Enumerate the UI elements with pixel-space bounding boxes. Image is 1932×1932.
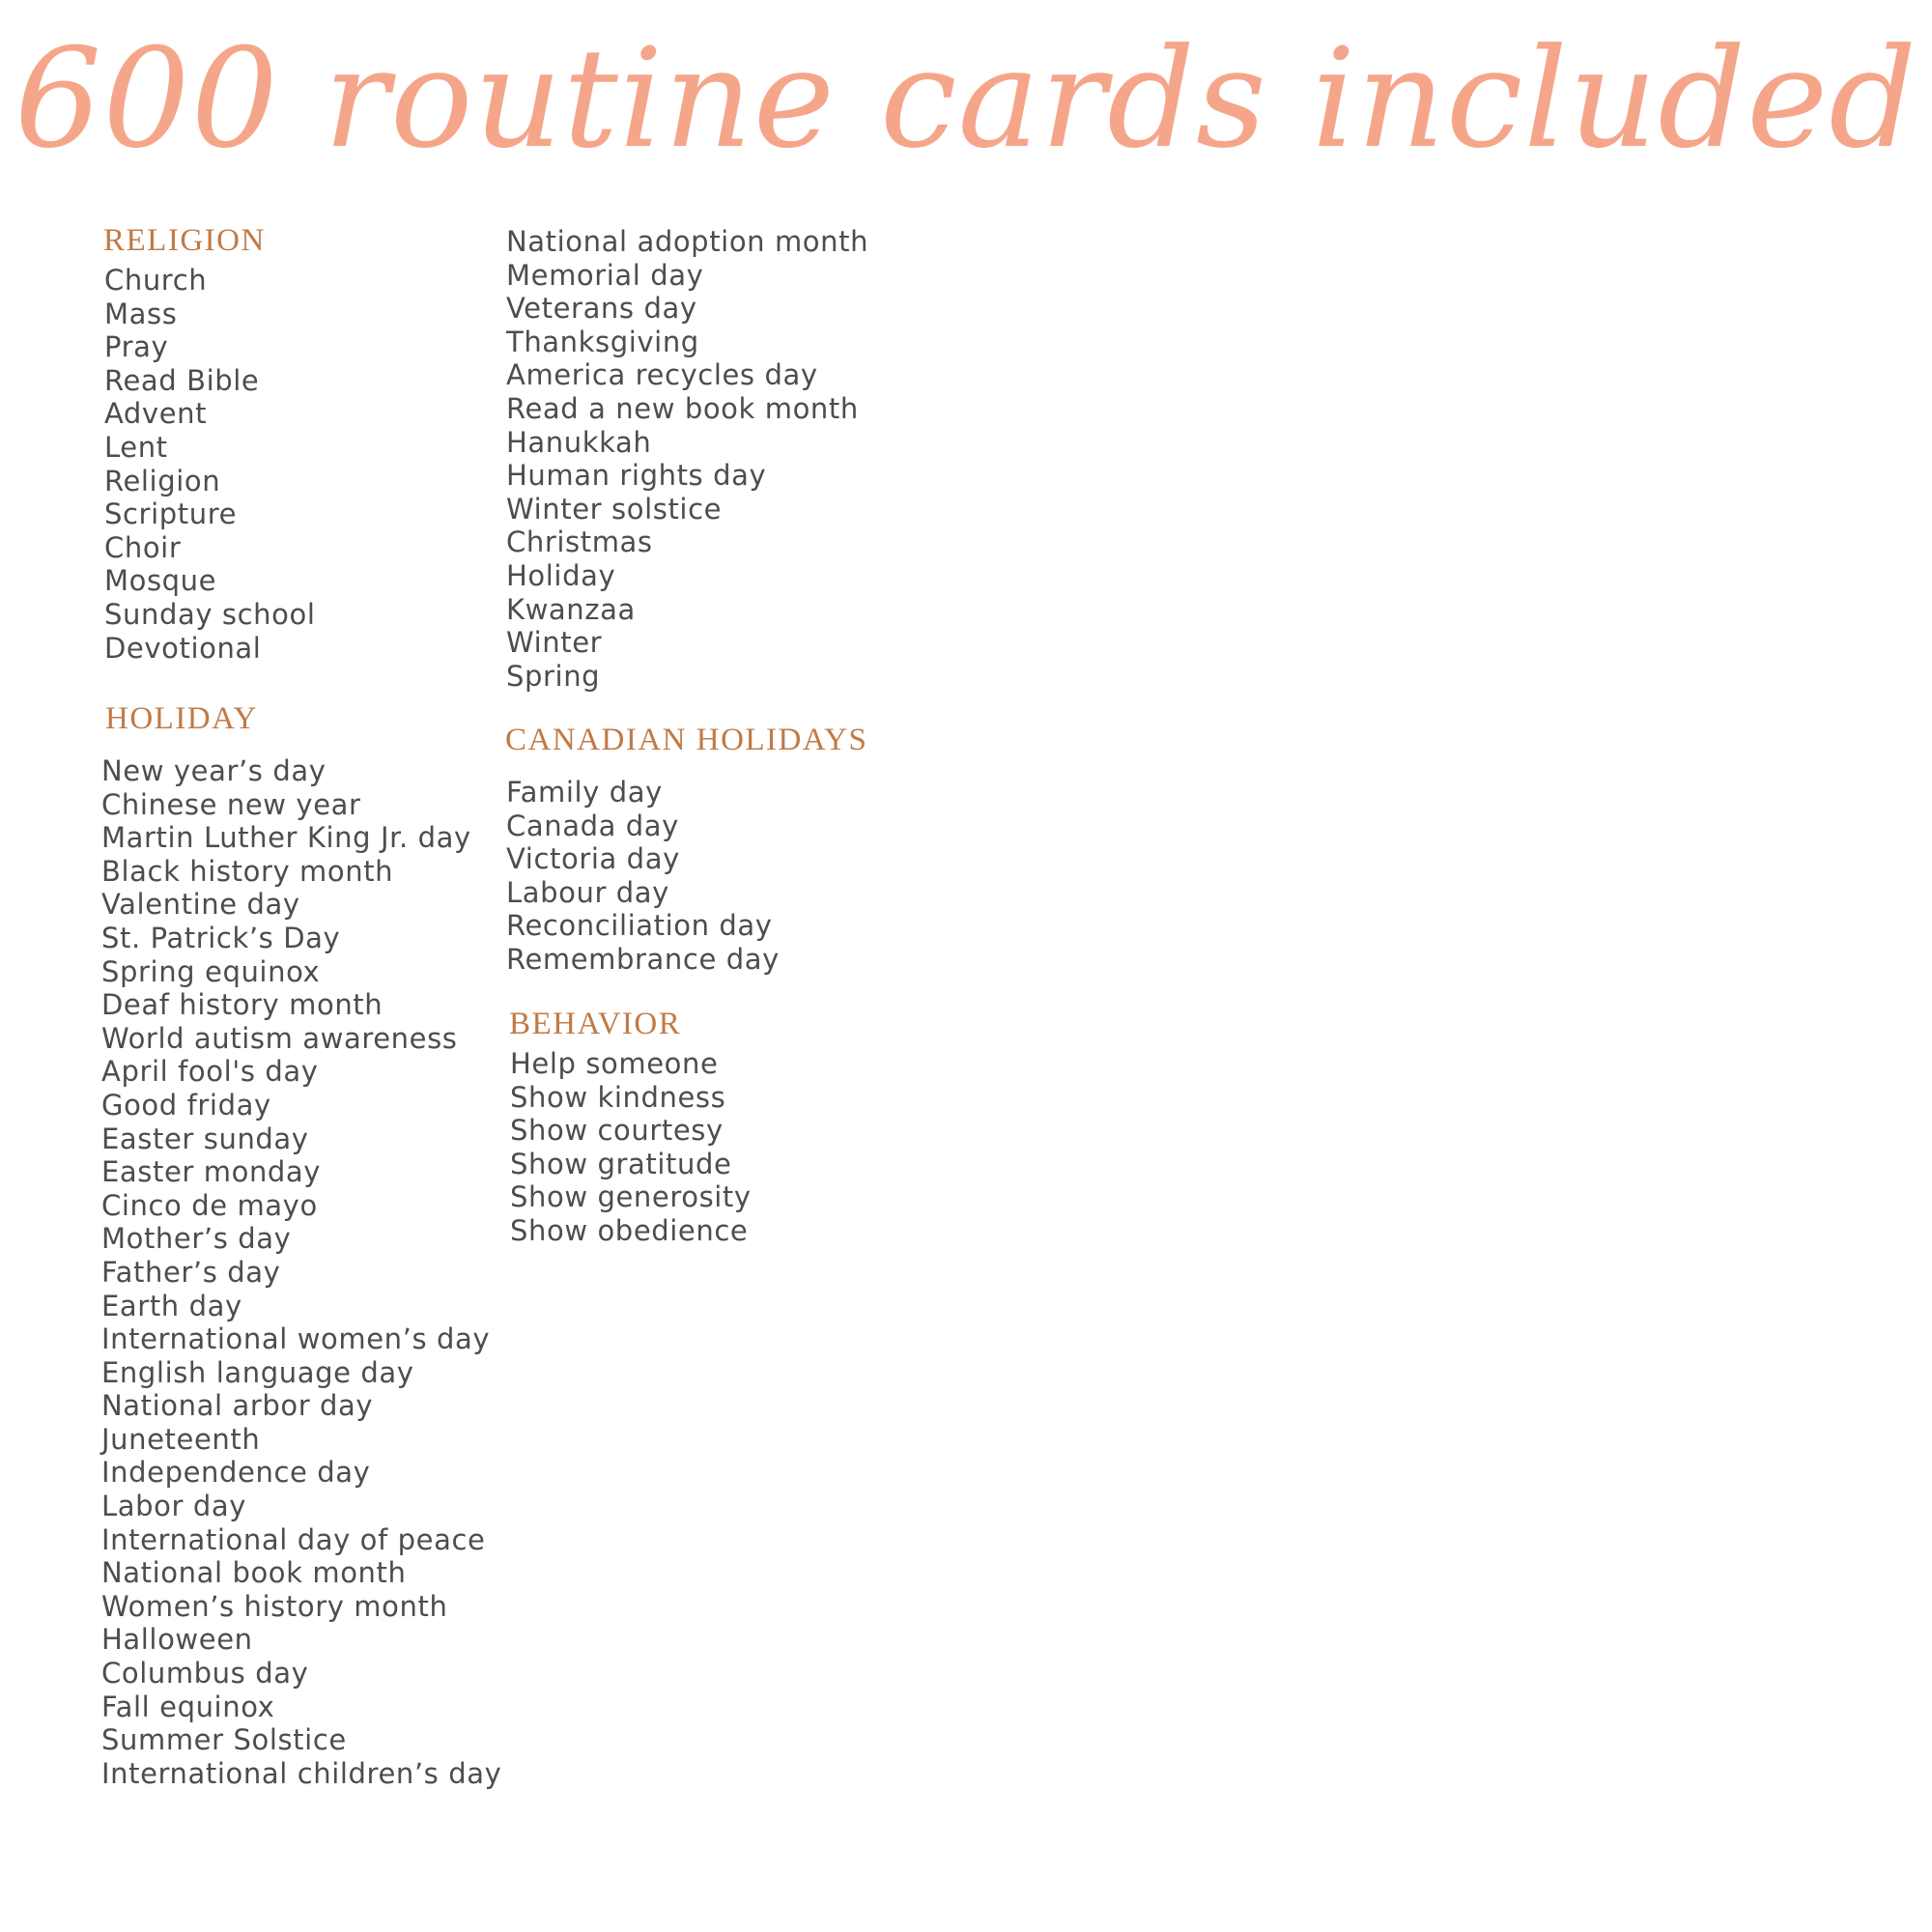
behavior-item: Show kindness <box>510 1080 726 1114</box>
holiday-item: St. Patrick’s Day <box>101 921 341 954</box>
holiday-item: National book month <box>101 1556 407 1590</box>
holiday-item: Independence day <box>101 1456 371 1490</box>
holiday-item: April fool's day <box>101 1055 319 1089</box>
behavior-item: Help someone <box>510 1047 719 1080</box>
holiday-item: Summer Solstice <box>101 1723 347 1757</box>
behavior-item: Show obedience <box>510 1213 749 1247</box>
behavior-heading: BEHAVIOR <box>509 1007 682 1041</box>
holiday-item: International children’s day <box>101 1756 502 1790</box>
holiday-item: Easter sunday <box>101 1122 309 1155</box>
canadian-holidays-section <box>505 721 867 977</box>
holiday-item: Thanksgiving <box>506 325 699 358</box>
canadian-holidays-heading: CANADIAN HOLIDAYS <box>505 723 868 757</box>
holiday-item: Winter <box>506 626 603 660</box>
canadian-holiday-item: Reconciliation day <box>506 909 773 943</box>
holiday-item: Halloween <box>101 1623 253 1657</box>
holiday-item: Mother’s day <box>101 1222 292 1256</box>
canadian-holiday-item: Victoria day <box>506 842 680 876</box>
holiday-item: Valentine day <box>101 888 300 922</box>
behavior-item: Show generosity <box>510 1180 752 1214</box>
holiday-item: Labor day <box>101 1490 246 1523</box>
holiday-item: English language day <box>101 1355 414 1389</box>
holiday-heading: HOLIDAY <box>105 701 258 736</box>
behavior-list <box>510 1047 752 1248</box>
religion-item: Mosque <box>104 564 217 598</box>
holiday-continued-section <box>506 225 868 693</box>
holiday-item: Women’s history month <box>101 1589 448 1623</box>
canadian-holiday-item: Labour day <box>506 875 669 909</box>
holiday-item: Read a new book month <box>506 391 859 425</box>
religion-item: Sunday school <box>104 597 316 631</box>
holiday-continued-list <box>506 225 868 693</box>
holiday-item: Hanukkah <box>506 425 652 459</box>
holiday-item: Veterans day <box>506 292 697 326</box>
holiday-item: World autism awareness <box>101 1021 458 1055</box>
religion-item: Lent <box>104 430 168 464</box>
religion-item: Church <box>104 264 208 297</box>
holiday-section <box>101 699 502 1790</box>
religion-item: Devotional <box>104 631 262 665</box>
holiday-item: Good friday <box>101 1088 271 1122</box>
holiday-item: Memorial day <box>506 258 704 292</box>
holiday-item: Christmas <box>506 526 653 559</box>
holiday-item: Chinese new year <box>101 787 361 821</box>
holiday-item: Fall equinox <box>101 1690 275 1723</box>
behavior-item: Show gratitude <box>510 1147 732 1180</box>
canadian-holidays-list <box>506 776 867 977</box>
religion-item: Choir <box>104 530 182 564</box>
religion-item: Scripture <box>104 497 238 531</box>
holiday-item: New year’s day <box>101 754 327 787</box>
page-title: 600 routine cards included <box>14 19 1918 179</box>
religion-item: Pray <box>104 330 169 364</box>
behavior-section <box>509 1005 752 1248</box>
religion-item: Advent <box>104 397 208 431</box>
holiday-item: Black history month <box>101 854 394 888</box>
holiday-item: Easter monday <box>101 1155 322 1189</box>
holiday-item: International women’s day <box>101 1322 491 1356</box>
holiday-item: Winter solstice <box>506 492 723 526</box>
holiday-item: Columbus day <box>101 1657 309 1690</box>
holiday-item: Spring equinox <box>101 954 321 988</box>
religion-item: Mass <box>104 297 178 330</box>
holiday-item: Human rights day <box>506 459 767 493</box>
religion-list <box>104 264 316 665</box>
holiday-item: Earth day <box>101 1289 242 1322</box>
religion-item: Religion <box>104 464 221 497</box>
holiday-item: Kwanzaa <box>506 592 636 626</box>
canadian-holiday-item: Canada day <box>506 809 679 842</box>
canadian-holiday-item: Remembrance day <box>506 942 780 976</box>
holiday-item: Cinco de mayo <box>101 1188 318 1222</box>
holiday-item: Holiday <box>506 558 616 592</box>
holiday-item: Father’s day <box>101 1255 281 1289</box>
religion-section <box>103 221 316 665</box>
holiday-list <box>101 754 501 1790</box>
holiday-item: International day of peace <box>101 1522 486 1556</box>
holiday-item: National adoption month <box>506 225 869 258</box>
holiday-item: Martin Luther King Jr. day <box>101 821 471 855</box>
holiday-item: Deaf history month <box>101 988 384 1022</box>
holiday-item: Juneteenth <box>101 1422 261 1456</box>
religion-heading: RELIGION <box>103 223 266 258</box>
holiday-item: Spring <box>506 659 601 693</box>
holiday-item: America recycles day <box>506 358 818 392</box>
holiday-item: National arbor day <box>101 1389 374 1423</box>
behavior-item: Show courtesy <box>510 1114 724 1148</box>
religion-item: Read Bible <box>104 363 260 397</box>
canadian-holiday-item: Family day <box>506 776 663 809</box>
